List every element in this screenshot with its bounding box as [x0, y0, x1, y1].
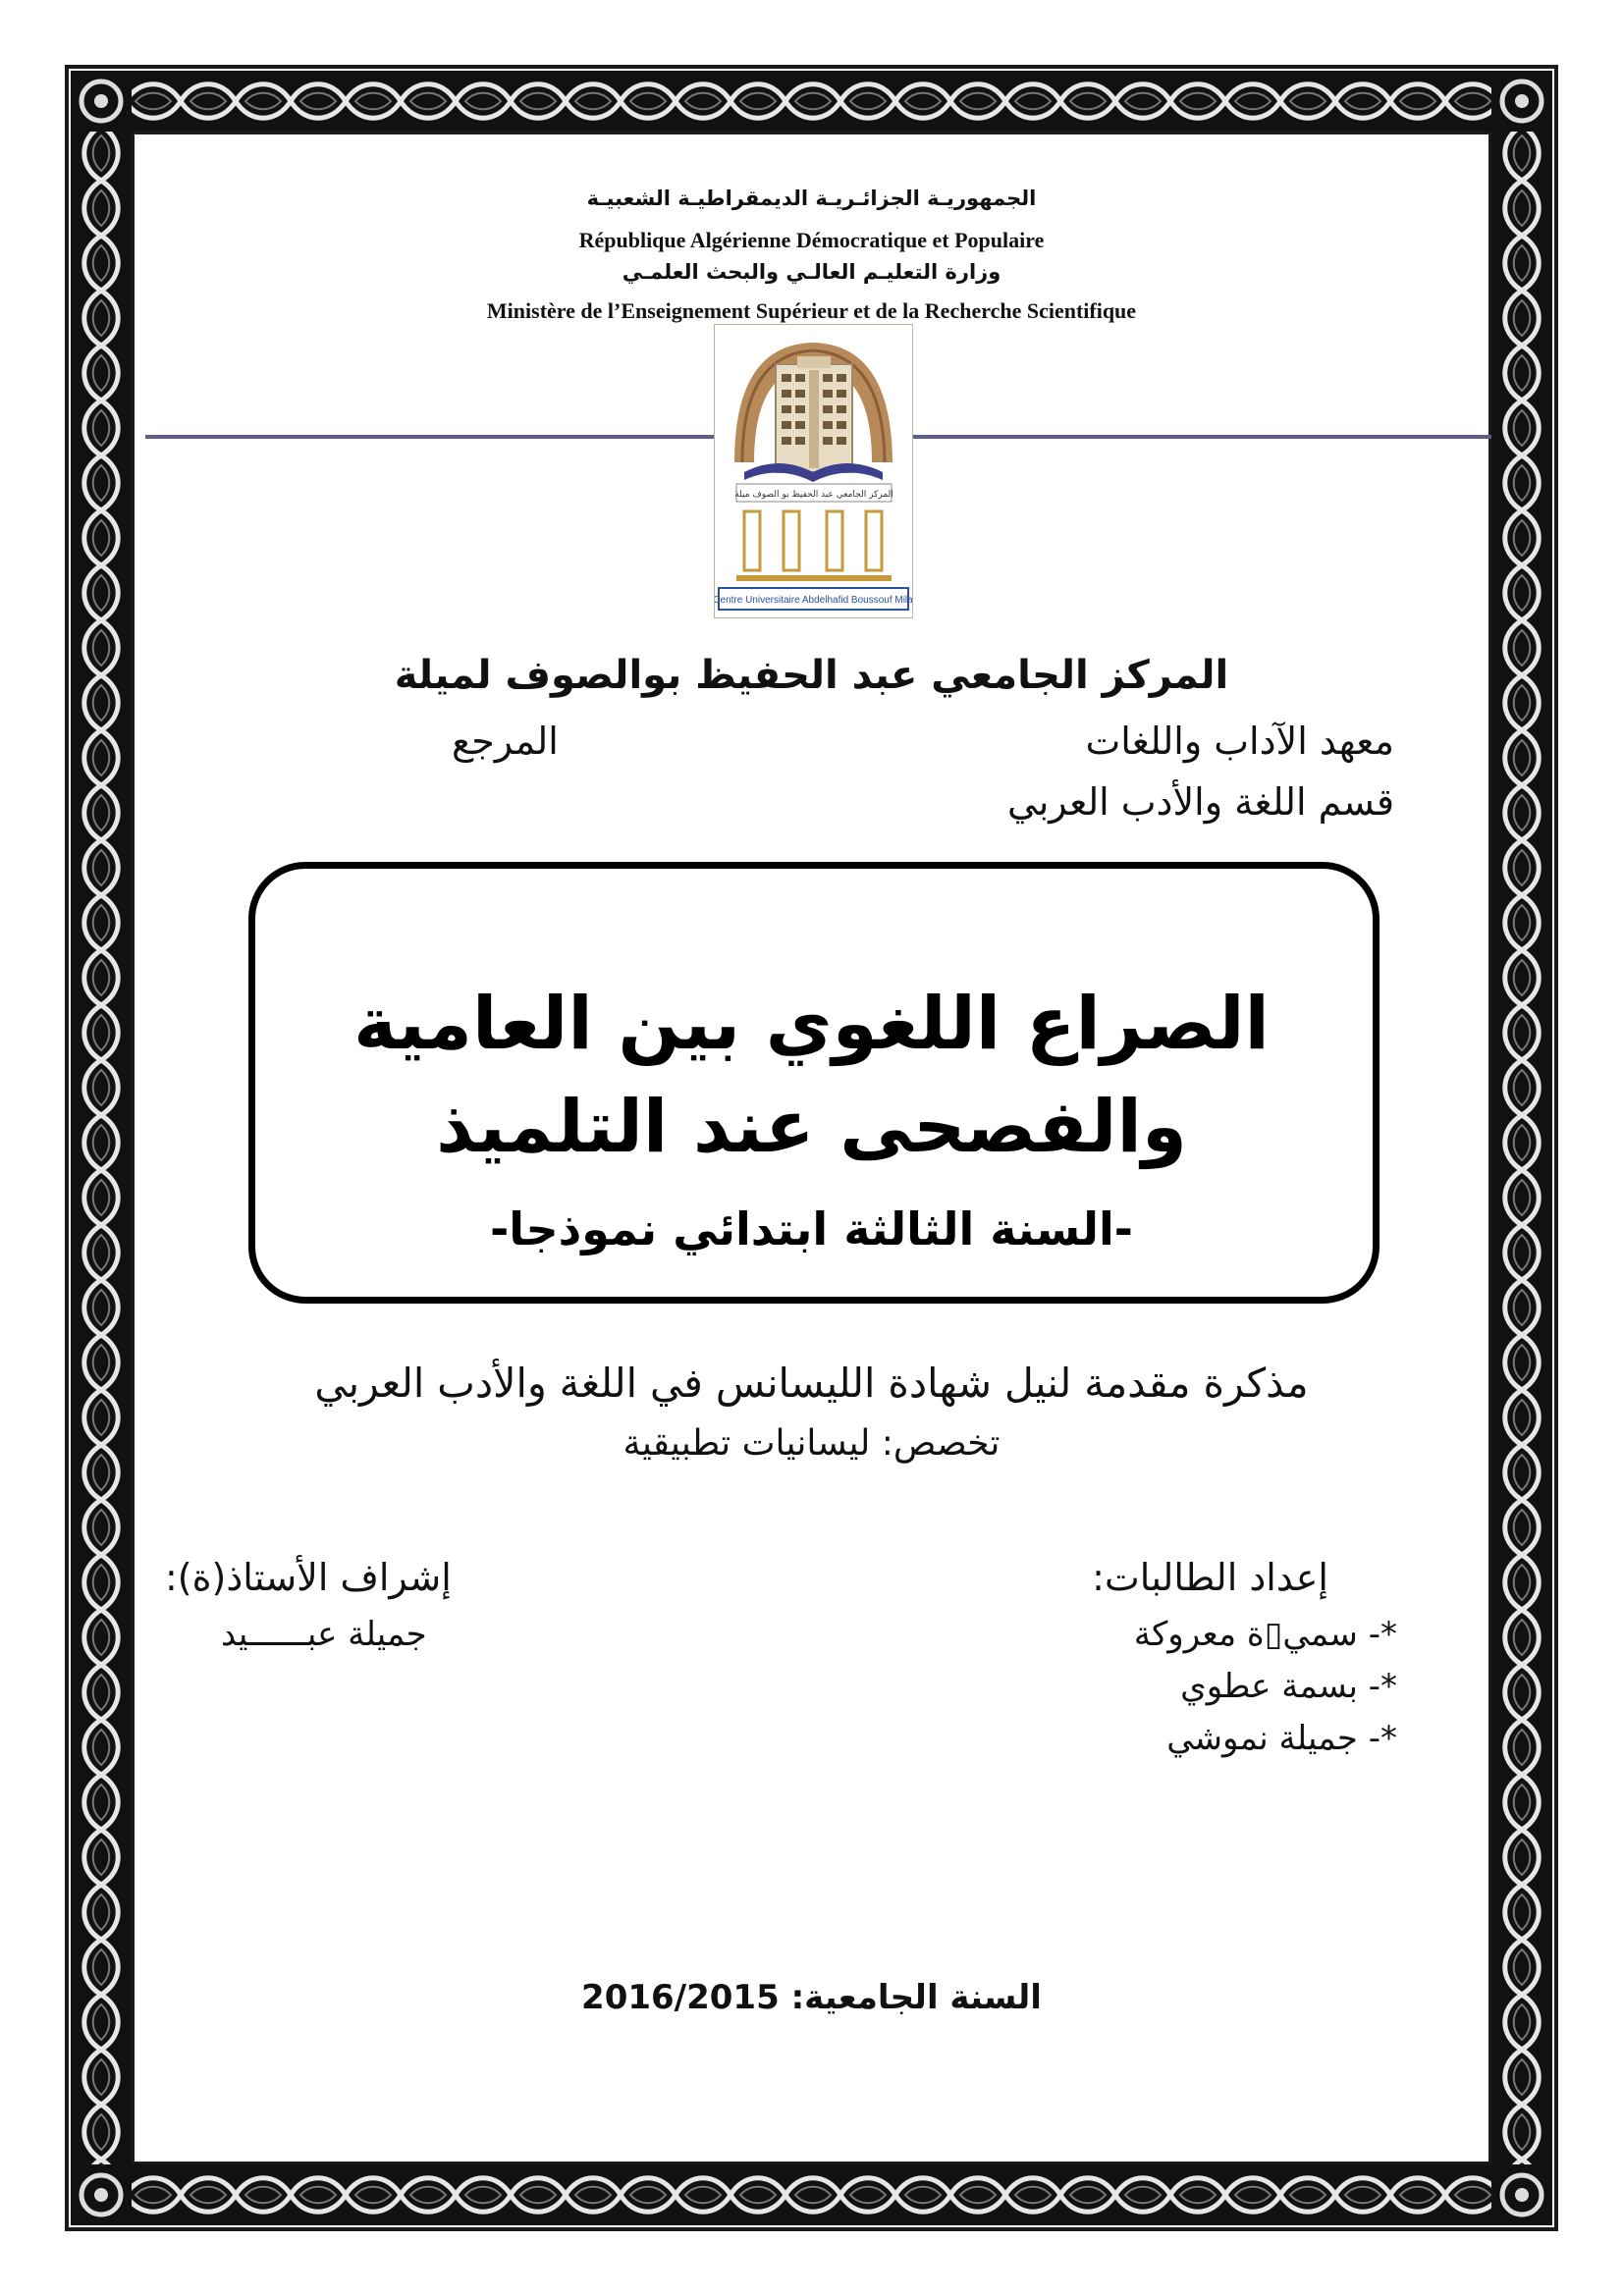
supervisor-name: جميلة عبــــــيد	[221, 1615, 427, 1654]
institute-name: معهد الآداب واللغات	[1085, 720, 1394, 763]
thesis-title-line-2: والفصحى عند التلميذ	[436, 1085, 1187, 1169]
republic-french: République Algérienne Démocratique et Populaire	[578, 228, 1045, 252]
department-name: قسم اللغة والأدب العربي	[1007, 780, 1394, 824]
ministry-french: Ministère de l’Enseignement Supérieur et de la Recherche Scientifique	[486, 298, 1137, 323]
student-name: *- جميلة نموشي	[1166, 1719, 1397, 1758]
student-name: *- بسمة عطوي	[1180, 1667, 1397, 1706]
thesis-specialty: تخصص: ليسانيات تطبيقية	[622, 1423, 1001, 1464]
student-name: *- سمي▯ة معروكة	[1133, 1615, 1397, 1654]
thesis-title-line-1: الصراع اللغوي بين العامية	[353, 982, 1270, 1066]
corner-ornament-icon	[1491, 71, 1552, 132]
logo-caption-arabic: المركز الجامعي عبد الحفيظ بو الصوف ميلة	[734, 490, 893, 500]
students-heading: إعداد الطالبات:	[1092, 1556, 1328, 1599]
header-rule-left	[145, 435, 715, 439]
logo-caption-french: Centre Universitaire Abdelhafid Boussouf Mila	[715, 595, 912, 606]
ministry-arabic: وزارة التعليـم العالـي والبحث العلمـي	[622, 260, 1001, 284]
republic-arabic: الجمهوريـة الجزائـريـة الديمقراطيـة الشعبيـة	[586, 187, 1037, 210]
thesis-purpose: مذكرة مقدمة لنيل شهادة الليسانس في اللغة والأدب العربي	[314, 1360, 1309, 1407]
corner-ornament-icon	[1491, 2164, 1552, 2225]
thesis-subtitle: -السنة الثالثة ابتدائي نموذجا-	[490, 1202, 1133, 1255]
corner-ornament-icon	[71, 71, 132, 132]
supervisor-heading: إشراف الأستاذ(ة):	[165, 1556, 452, 1599]
reference-label: المرجع	[452, 720, 559, 763]
academic-year: السنة الجامعية: 2016/2015	[581, 1978, 1042, 2017]
university-name: المركز الجامعي عبد الحفيظ بوالصوف لميلة	[394, 653, 1229, 698]
corner-ornament-icon	[71, 2164, 132, 2225]
university-logo	[714, 324, 913, 618]
header-rule-right	[912, 435, 1491, 439]
chain-border-top	[71, 71, 1552, 132]
chain-border-bottom	[71, 2164, 1552, 2225]
